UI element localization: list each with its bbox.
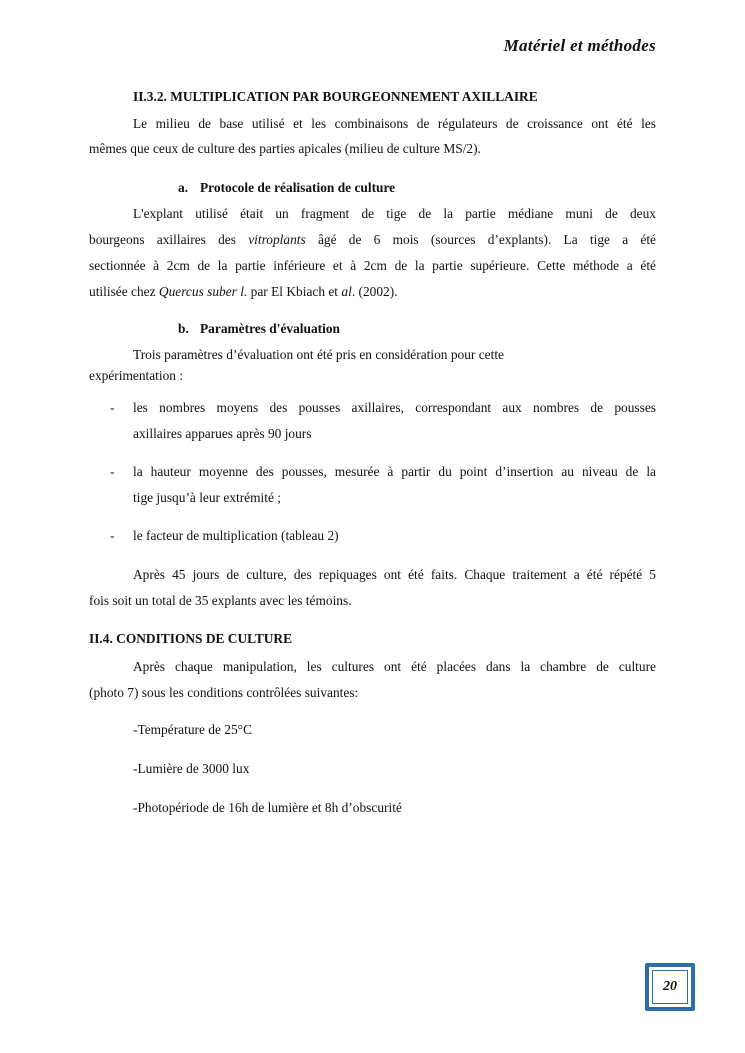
condition-light: -Lumière de 3000 lux	[133, 761, 250, 776]
list-item: la hauteur moyenne des pousses, mesurée à partir du point d’insertion au niveau de la	[133, 464, 656, 479]
italic-term: vitroplants	[248, 232, 306, 247]
subheading-b	[178, 321, 340, 337]
paragraph-line: Après chaque manipulation, les cultures ont été placées dans la chambre de culture	[133, 659, 656, 674]
list-item-cont: axillaires apparues après 90 jours	[133, 426, 312, 441]
paragraph-line: fois soit un total de 35 explants avec les témoins.	[89, 593, 352, 608]
subheading-title: Paramètres d'évaluation	[200, 321, 340, 336]
paragraph-line: utilisée chez Quercus suber l. par El Kbiach et al. (2002).	[89, 284, 398, 299]
species-name: Quercus suber l.	[158, 284, 248, 299]
paragraph-line: mêmes que ceux de culture des parties apicales (milieu de culture MS/2).	[89, 141, 481, 156]
subheading-number: b.	[178, 321, 189, 336]
bullet-dash: -	[110, 528, 115, 543]
paragraph-line: Trois paramètres d’évaluation ont été pris en considération pour cette	[133, 347, 504, 362]
italic-al: al	[341, 284, 352, 299]
bullet-dash: -	[110, 400, 115, 415]
paragraph-line: expérimentation :	[89, 368, 184, 383]
paragraph-line: sectionnée à 2cm de la partie inférieure et à 2cm de la partie supérieure. Cette méthode a été	[89, 258, 656, 273]
condition-temperature: -Température de 25°C	[133, 722, 252, 737]
subheading-title: Protocole de réalisation de culture	[200, 180, 396, 195]
paragraph-line: L'explant utilisé était un fragment de tige de la partie médiane muni de deux	[133, 206, 656, 221]
paragraph-line: Après 45 jours de culture, des repiquages ont été faits. Chaque traitement a été répété 5	[133, 567, 656, 582]
bullet-dash: -	[110, 464, 115, 479]
paragraph-line: Le milieu de base utilisé et les combinaisons de régulateurs de croissance ont été les	[133, 116, 656, 131]
subheading-a	[178, 180, 395, 196]
list-item-cont: tige jusqu’à leur extrémité ;	[133, 490, 281, 505]
list-item: les nombres moyens des pousses axillaires, correspondant aux nombres de pousses	[133, 400, 656, 415]
list-item: le facteur de multiplication (tableau 2)	[133, 528, 339, 543]
subheading-number: a.	[178, 180, 189, 195]
paragraph-line: bourgeons axillaires des vitroplants âgé de 6 mois (sources d’explants). La tige a été	[89, 232, 656, 247]
page-number: 20	[652, 970, 688, 1004]
running-header: Matériel et méthodes	[503, 36, 656, 55]
paragraph-line: (photo 7) sous les conditions contrôlées suivantes:	[89, 685, 359, 700]
section-heading-2-4: II.4. CONDITIONS DE CULTURE	[89, 631, 293, 646]
page-number-box	[645, 963, 695, 1011]
condition-photoperiod: -Photopériode de 16h de lumière et 8h d’obscurité	[133, 800, 402, 815]
section-heading-2-3-2: II.3.2. MULTIPLICATION PAR BOURGEONNEMENT AXILLAIRE	[133, 89, 538, 104]
